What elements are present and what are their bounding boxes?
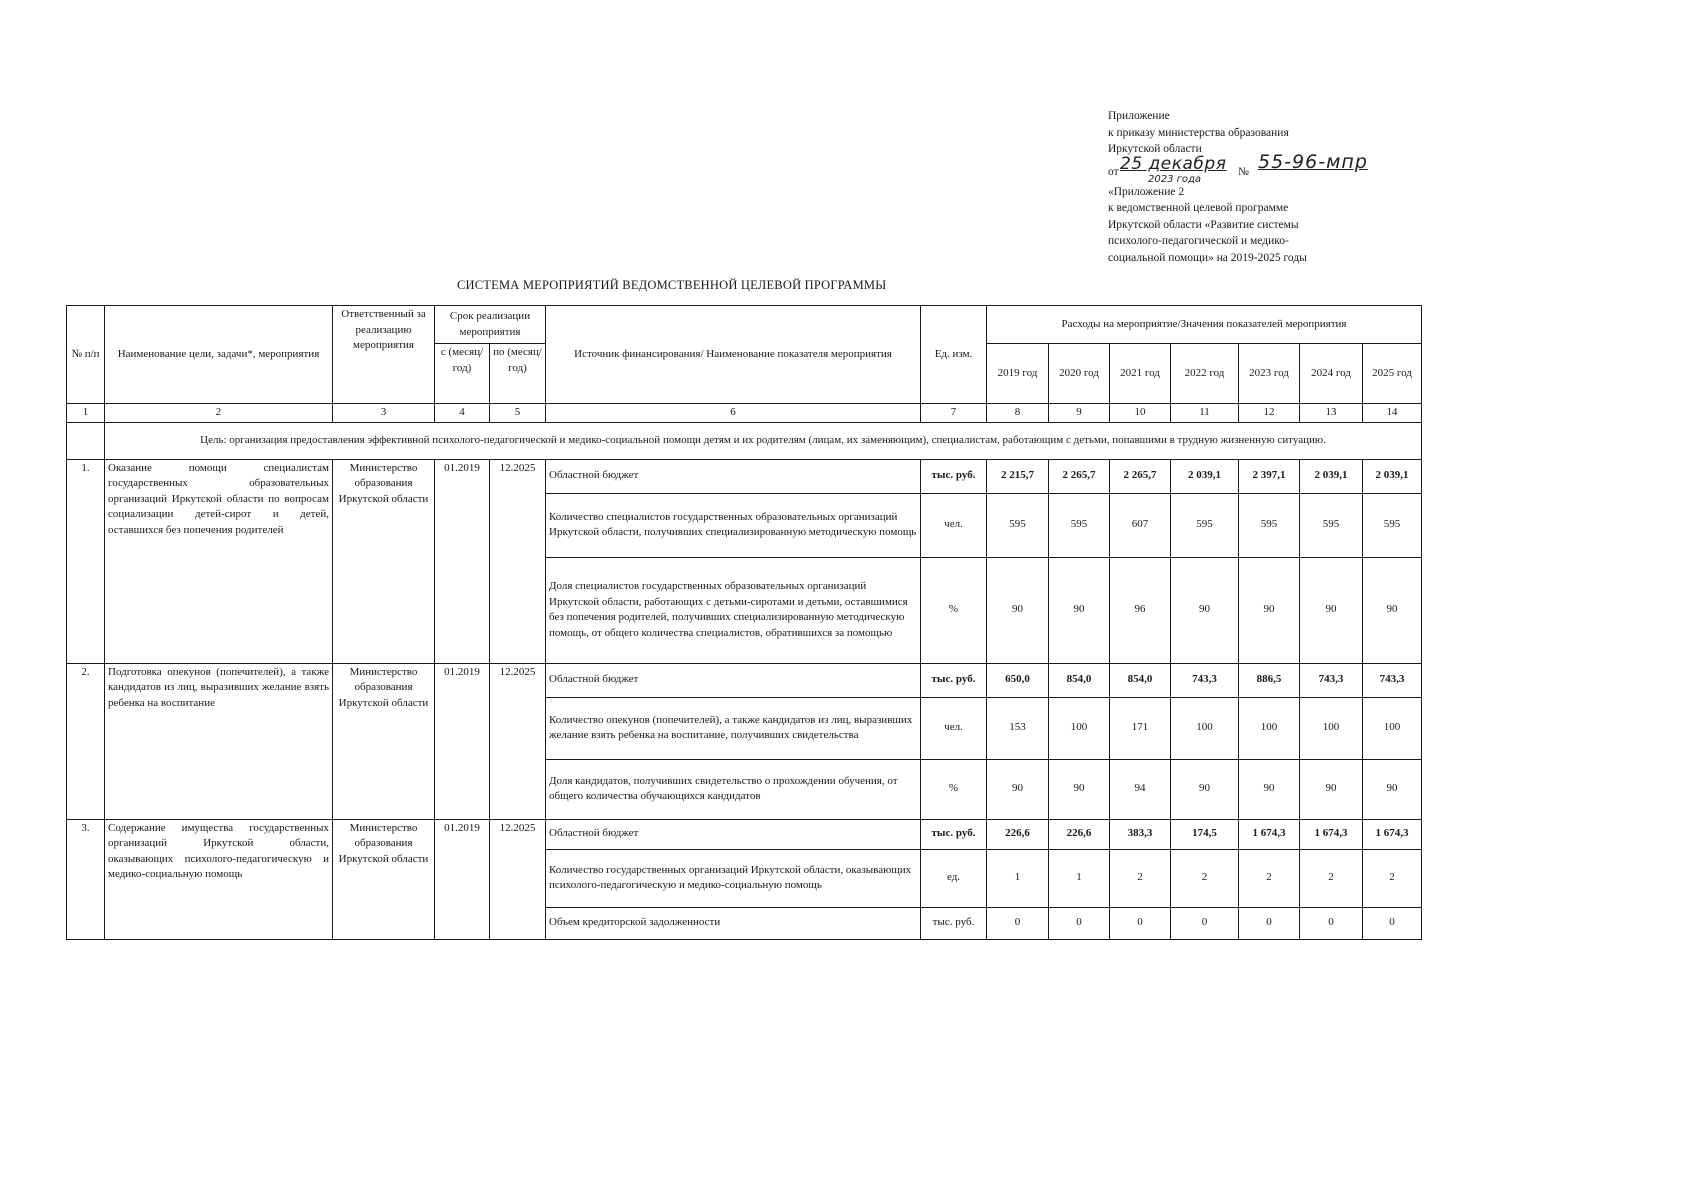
indicator-value: 743,3 bbox=[1171, 663, 1239, 697]
indicator-value: 90 bbox=[987, 759, 1049, 819]
appendix-line: к приказу министерства образования bbox=[1108, 126, 1289, 139]
indicator-value: 0 bbox=[1300, 907, 1363, 939]
column-number: 4 bbox=[435, 404, 490, 423]
indicator-value: 171 bbox=[1110, 697, 1171, 759]
activity-from: 01.2019 bbox=[435, 819, 490, 939]
goal-row bbox=[67, 422, 1422, 459]
column-number: 2 bbox=[105, 404, 333, 423]
activity-to: 12.2025 bbox=[490, 663, 546, 819]
number-sign: № bbox=[1238, 165, 1249, 178]
activity-row bbox=[67, 819, 1422, 849]
activity-from: 01.2019 bbox=[435, 663, 490, 819]
appendix-line: Приложение bbox=[1108, 110, 1170, 122]
appendix-line: Иркутской области bbox=[1108, 143, 1202, 155]
indicator-value: 595 bbox=[1300, 493, 1363, 557]
activity-row bbox=[67, 663, 1422, 697]
appendix-line: Иркутской области «Развитие системы bbox=[1108, 218, 1299, 231]
indicator-value: 90 bbox=[1049, 759, 1110, 819]
header-year: 2023 год bbox=[1239, 344, 1300, 404]
handwritten-order-number: 55-96-мпр bbox=[1258, 150, 1368, 173]
indicator-value: 2 039,1 bbox=[1363, 459, 1422, 493]
activity-from: 01.2019 bbox=[435, 459, 490, 663]
header-year: 2022 год bbox=[1171, 344, 1239, 404]
header-row bbox=[67, 306, 1422, 344]
indicator-value: 2 265,7 bbox=[1110, 459, 1171, 493]
activity-responsible: Министерство образования Иркутской области bbox=[333, 819, 435, 939]
indicator-source: Количество опекунов (попечителей), а также кандидатов из лиц, выразивших желание взять ребенка на воспитание, получивших свидетельства bbox=[546, 697, 921, 759]
activity-number: 2. bbox=[67, 663, 105, 819]
indicator-source: Количество специалистов государственных образовательных организаций Иркутской области, получивших специализированную методическую помощь bbox=[546, 493, 921, 557]
indicator-unit: тыс. руб. bbox=[921, 663, 987, 697]
indicator-value: 100 bbox=[1171, 697, 1239, 759]
indicator-value: 2 bbox=[1110, 849, 1171, 907]
indicator-unit: тыс. руб. bbox=[921, 907, 987, 939]
indicator-value: 90 bbox=[1363, 557, 1422, 663]
indicator-value: 90 bbox=[1171, 759, 1239, 819]
header-year: 2024 год bbox=[1300, 344, 1363, 404]
header-year: 2019 год bbox=[987, 344, 1049, 404]
column-number: 1 bbox=[67, 404, 105, 423]
indicator-value: 0 bbox=[1363, 907, 1422, 939]
activity-to: 12.2025 bbox=[490, 819, 546, 939]
indicator-value: 0 bbox=[1171, 907, 1239, 939]
header-expenses: Расходы на мероприятие/Значения показателей мероприятия bbox=[987, 306, 1422, 344]
indicator-value: 90 bbox=[1239, 557, 1300, 663]
column-number: 14 bbox=[1363, 404, 1422, 423]
activity-number: 1. bbox=[67, 459, 105, 663]
activity-name: Подготовка опекунов (попечителей), а также кандидатов из лиц, выразивших желание взять ребенка на воспитание bbox=[105, 663, 333, 819]
indicator-unit: чел. bbox=[921, 493, 987, 557]
goal-empty-cell bbox=[67, 422, 105, 459]
indicator-source: Областной бюджет bbox=[546, 819, 921, 849]
indicator-value: 100 bbox=[1300, 697, 1363, 759]
indicator-value: 595 bbox=[1171, 493, 1239, 557]
indicator-value: 0 bbox=[1239, 907, 1300, 939]
header-year: 2020 год bbox=[1049, 344, 1110, 404]
indicator-value: 2 397,1 bbox=[1239, 459, 1300, 493]
header-responsible: Ответственный за реализацию мероприятия bbox=[333, 306, 435, 404]
indicator-value: 94 bbox=[1110, 759, 1171, 819]
indicator-value: 0 bbox=[1049, 907, 1110, 939]
activity-to: 12.2025 bbox=[490, 459, 546, 663]
activities-table bbox=[66, 305, 1422, 940]
column-number: 11 bbox=[1171, 404, 1239, 423]
indicator-value: 90 bbox=[1171, 557, 1239, 663]
indicator-value: 90 bbox=[1239, 759, 1300, 819]
order-date-number-line bbox=[1108, 150, 1408, 185]
header-num: № п/п bbox=[67, 306, 105, 404]
indicator-value: 174,5 bbox=[1171, 819, 1239, 849]
table-header bbox=[67, 306, 1422, 460]
indicator-value: 153 bbox=[987, 697, 1049, 759]
appendix-line: «Приложение 2 bbox=[1108, 185, 1185, 198]
indicator-value: 2 265,7 bbox=[1049, 459, 1110, 493]
indicator-value: 2 039,1 bbox=[1171, 459, 1239, 493]
indicator-value: 595 bbox=[1363, 493, 1422, 557]
activity-number: 3. bbox=[67, 819, 105, 939]
indicator-value: 607 bbox=[1110, 493, 1171, 557]
date-prefix: от bbox=[1108, 165, 1119, 178]
indicator-value: 2 bbox=[1171, 849, 1239, 907]
indicator-value: 90 bbox=[1300, 557, 1363, 663]
indicator-value: 650,0 bbox=[987, 663, 1049, 697]
header-unit: Ед. изм. bbox=[921, 306, 987, 404]
indicator-unit: % bbox=[921, 759, 987, 819]
appendix-line: психолого-педагогической и медико- bbox=[1108, 235, 1289, 247]
indicator-value: 743,3 bbox=[1300, 663, 1363, 697]
column-number-row bbox=[67, 404, 1422, 423]
activity-responsible: Министерство образования Иркутской области bbox=[333, 663, 435, 819]
indicator-value: 854,0 bbox=[1110, 663, 1171, 697]
header-period: Срок реализации мероприятия bbox=[435, 306, 546, 344]
indicator-unit: % bbox=[921, 557, 987, 663]
indicator-value: 0 bbox=[1110, 907, 1171, 939]
handwritten-date: 25 декабря bbox=[1120, 153, 1227, 174]
indicator-value: 1 674,3 bbox=[1300, 819, 1363, 849]
column-number: 10 bbox=[1110, 404, 1171, 423]
indicator-source: Объем кредиторской задолженности bbox=[546, 907, 921, 939]
activity-row bbox=[67, 459, 1422, 493]
activities-body bbox=[67, 459, 1422, 939]
indicator-value: 854,0 bbox=[1049, 663, 1110, 697]
column-number: 7 bbox=[921, 404, 987, 423]
indicator-value: 226,6 bbox=[1049, 819, 1110, 849]
column-number: 12 bbox=[1239, 404, 1300, 423]
indicator-value: 90 bbox=[1049, 557, 1110, 663]
indicator-value: 2 039,1 bbox=[1300, 459, 1363, 493]
indicator-value: 90 bbox=[987, 557, 1049, 663]
header-source: Источник финансирования/ Наименование показателя мероприятия bbox=[546, 306, 921, 404]
header-from: с (месяц/ год) bbox=[435, 344, 490, 404]
column-number: 5 bbox=[490, 404, 546, 423]
indicator-value: 100 bbox=[1363, 697, 1422, 759]
indicator-value: 1 bbox=[1049, 849, 1110, 907]
indicator-source: Количество государственных организаций Иркутской области, оказывающих психолого-педагогическую и медико-социальную помощь bbox=[546, 849, 921, 907]
indicator-source: Областной бюджет bbox=[546, 663, 921, 697]
header-name: Наименование цели, задачи*, мероприятия bbox=[105, 306, 333, 404]
indicator-value: 595 bbox=[1239, 493, 1300, 557]
indicator-value: 886,5 bbox=[1239, 663, 1300, 697]
indicator-value: 2 bbox=[1300, 849, 1363, 907]
indicator-source: Областной бюджет bbox=[546, 459, 921, 493]
indicator-value: 2 215,7 bbox=[987, 459, 1049, 493]
indicator-value: 226,6 bbox=[987, 819, 1049, 849]
handwritten-year: 2023 года bbox=[1148, 173, 1202, 185]
column-number: 13 bbox=[1300, 404, 1363, 423]
indicator-value: 100 bbox=[1239, 697, 1300, 759]
indicator-value: 2 bbox=[1363, 849, 1422, 907]
indicator-value: 100 bbox=[1049, 697, 1110, 759]
header-year: 2025 год bbox=[1363, 344, 1422, 404]
indicator-value: 743,3 bbox=[1363, 663, 1422, 697]
indicator-value: 1 674,3 bbox=[1239, 819, 1300, 849]
document-title: СИСТЕМА МЕРОПРИЯТИЙ ВЕДОМСТВЕННОЙ ЦЕЛЕВОЙ ПРОГРАММЫ bbox=[457, 278, 887, 292]
indicator-source: Доля кандидатов, получивших свидетельство о прохождении обучения, от общего количества обучающихся кандидатов bbox=[546, 759, 921, 819]
indicator-value: 90 bbox=[1300, 759, 1363, 819]
column-number: 8 bbox=[987, 404, 1049, 423]
activity-name: Оказание помощи специалистам государственных образовательных организаций Иркутской области по вопросам социализации детей-сирот и детей, оставшихся без попечения родителей bbox=[105, 459, 333, 663]
indicator-unit: тыс. руб. bbox=[921, 459, 987, 493]
indicator-value: 595 bbox=[1049, 493, 1110, 557]
column-number: 9 bbox=[1049, 404, 1110, 423]
indicator-source: Доля специалистов государственных образовательных организаций Иркутской области, работающих с детьми-сиротами и детьми, оставшимися без попечения родителей, получивших специализированную методическую помощь, от общего количества специалистов, обратившихся за помощью bbox=[546, 557, 921, 663]
activity-name: Содержание имущества государственных организаций Иркутской области, оказывающих психолого-педагогическую и медико-социальную помощь bbox=[105, 819, 333, 939]
indicator-unit: ед. bbox=[921, 849, 987, 907]
indicator-value: 1 674,3 bbox=[1363, 819, 1422, 849]
indicator-value: 90 bbox=[1363, 759, 1422, 819]
indicator-value: 595 bbox=[987, 493, 1049, 557]
activity-responsible: Министерство образования Иркутской области bbox=[333, 459, 435, 663]
indicator-value: 2 bbox=[1239, 849, 1300, 907]
indicator-value: 96 bbox=[1110, 557, 1171, 663]
goal-text: Цель: организация предоставления эффективной психолого-педагогической и медико-социальной помощи детям и их родителям (лицам, их заменяющим), специалистам, работающим с детьми, попавшими в трудную жизненную ситуацию. bbox=[105, 422, 1422, 459]
appendix-line: социальной помощи» на 2019-2025 годы bbox=[1108, 251, 1307, 264]
header-year: 2021 год bbox=[1110, 344, 1171, 404]
indicator-unit: тыс. руб. bbox=[921, 819, 987, 849]
column-number: 6 bbox=[546, 404, 921, 423]
appendix-line: к ведомственной целевой программе bbox=[1108, 202, 1289, 214]
indicator-value: 0 bbox=[987, 907, 1049, 939]
column-number: 3 bbox=[333, 404, 435, 423]
indicator-value: 383,3 bbox=[1110, 819, 1171, 849]
appendix-header bbox=[1108, 108, 1408, 266]
indicator-value: 1 bbox=[987, 849, 1049, 907]
header-to: по (месяц/ год) bbox=[490, 344, 546, 404]
indicator-unit: чел. bbox=[921, 697, 987, 759]
